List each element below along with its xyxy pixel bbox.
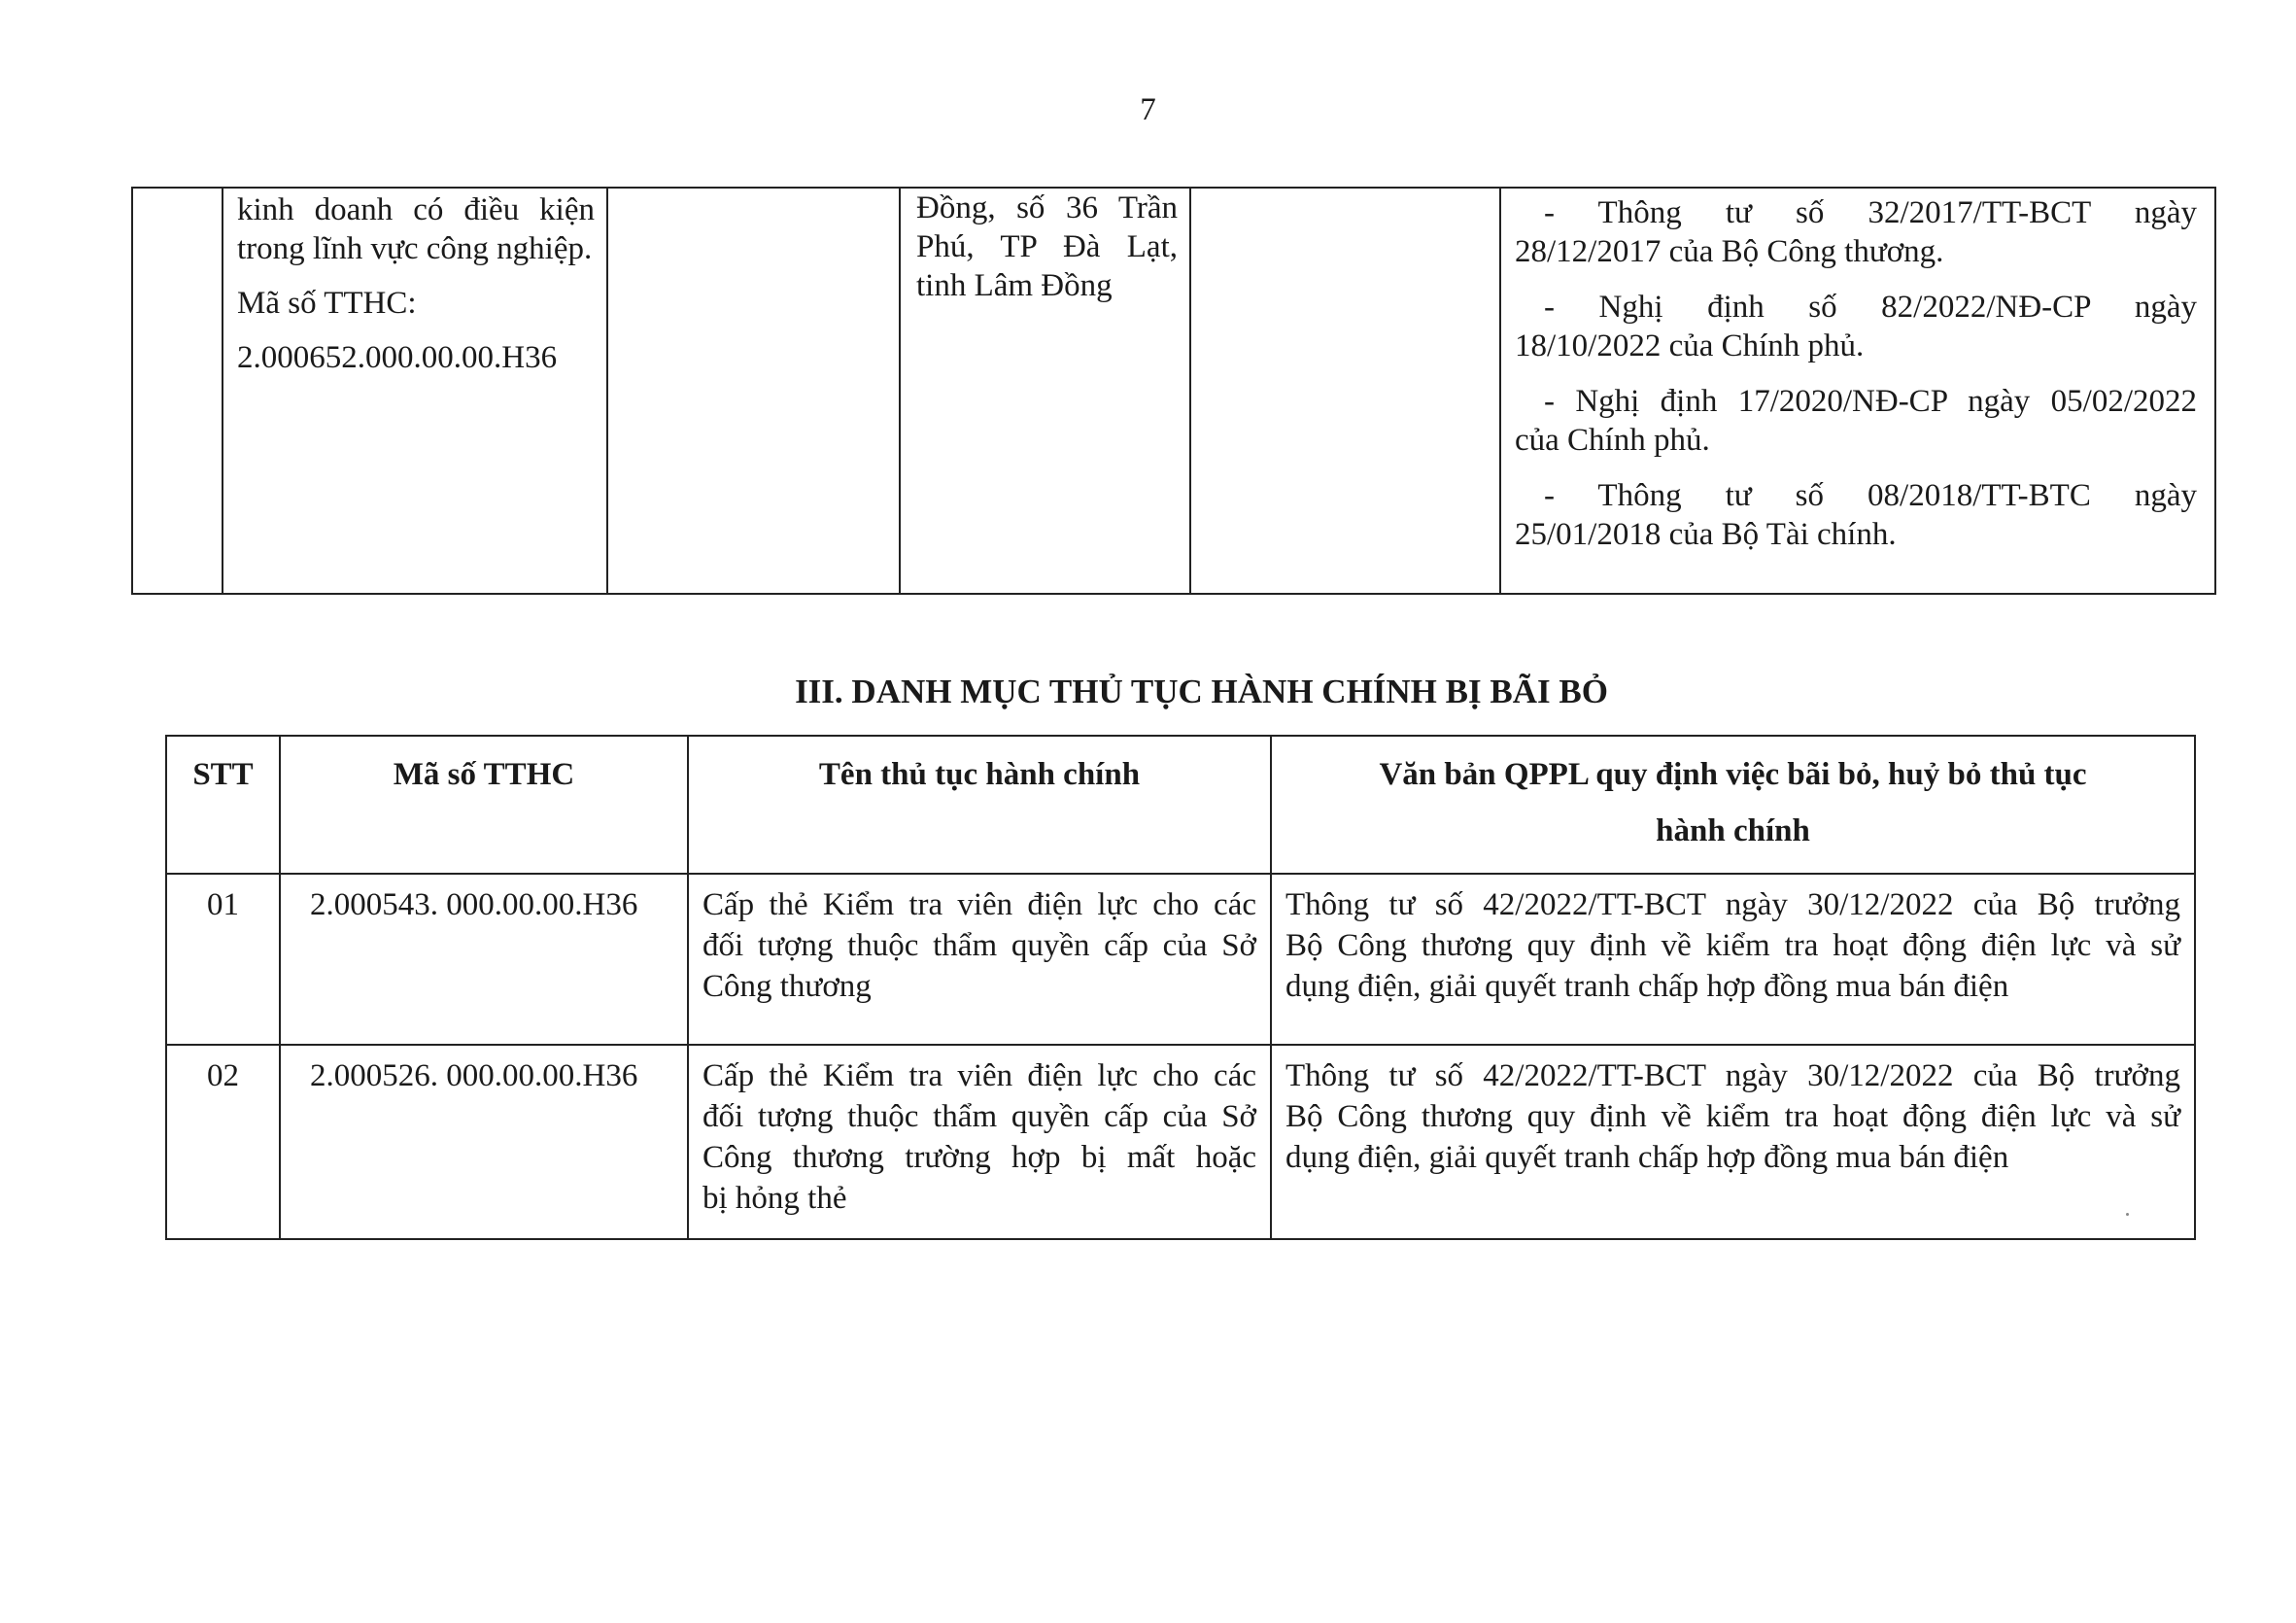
procedure-line: trong lĩnh vực công nghiệp.	[237, 231, 593, 266]
legal-line: dụng điện, giải quyết tranh chấp hợp đồng mua bán điện	[1285, 1140, 2009, 1175]
legal-ref-line: - Thông tư số 08/2018/TT-BTC ngày	[1544, 478, 2197, 513]
legal-ref-line: - Nghị định số 82/2022/NĐ-CP ngày	[1544, 290, 2197, 325]
legal-ref-line: của Chính phủ.	[1515, 423, 1710, 458]
legal-ref-line: 18/10/2022 của Chính phủ.	[1515, 328, 1865, 363]
table-row	[166, 1045, 2195, 1239]
table-row	[166, 874, 2195, 1045]
row-legal	[1271, 1045, 2195, 1239]
address-cell	[900, 188, 1190, 594]
legal-line: Bộ Công thương quy định về kiểm tra hoạt động điện lực và sử	[1285, 1099, 2180, 1134]
header-row	[166, 736, 2195, 874]
header-legal-line: Văn bản QPPL quy định việc bãi bỏ, huỷ bỏ thủ tục	[1379, 757, 2087, 792]
header-name: Tên thủ tục hành chính	[688, 736, 1271, 874]
legal-ref-line: - Nghị định 17/2020/NĐ-CP ngày 05/02/2022	[1544, 384, 2197, 419]
row-code: 2.000543. 000.00.00.H36	[280, 874, 688, 1045]
empty-cell	[607, 188, 900, 594]
row-name	[688, 874, 1271, 1045]
address-line: Đồng, số 36 Trần	[916, 190, 1178, 225]
legal-ref-line: - Thông tư số 32/2017/TT-BCT ngày	[1544, 195, 2197, 230]
table-row	[132, 188, 2215, 594]
code-label: Mã số TTHC:	[237, 286, 417, 321]
row-code: 2.000526. 000.00.00.H36	[280, 1045, 688, 1239]
legal-line: Thông tư số 42/2022/TT-BCT ngày 30/12/2022 của Bộ trưởng	[1285, 887, 2180, 922]
name-line: bị hỏng thẻ	[703, 1181, 847, 1216]
legal-line: Thông tư số 42/2022/TT-BCT ngày 30/12/2022 của Bộ trưởng	[1285, 1058, 2180, 1093]
address-line: Phú, TP Đà Lạt,	[916, 229, 1178, 264]
name-line: đối tượng thuộc thẩm quyền cấp của Sở	[703, 928, 1256, 963]
header-legal	[1271, 736, 2195, 874]
legal-line: Bộ Công thương quy định về kiểm tra hoạt động điện lực và sử	[1285, 928, 2180, 963]
page-number: 7	[1140, 92, 1156, 127]
name-line: đối tượng thuộc thẩm quyền cấp của Sở	[703, 1099, 1256, 1134]
name-line: Công thương trường hợp bị mất hoặc	[703, 1140, 1256, 1175]
legal-ref-line: 25/01/2018 của Bộ Tài chính.	[1515, 517, 1897, 552]
stt-cell	[132, 188, 223, 594]
scan-speck	[2126, 1213, 2129, 1216]
row-stt: 01	[166, 874, 280, 1045]
legal-ref	[1515, 193, 2197, 271]
code-value: 2.000652.000.00.00.H36	[237, 340, 558, 375]
procedure-cell	[223, 188, 607, 594]
address-line: tinh Lâm Đồng	[916, 268, 1113, 303]
name-line: Cấp thẻ Kiểm tra viên điện lực cho các	[703, 887, 1256, 922]
abolished-procedures-table	[165, 735, 2196, 1240]
procedure-line: kinh doanh có điều kiện	[237, 192, 595, 227]
header-code: Mã số TTHC	[280, 736, 688, 874]
name-line: Cấp thẻ Kiểm tra viên điện lực cho các	[703, 1058, 1256, 1093]
name-line: Công thương	[703, 969, 872, 1004]
empty-cell	[1190, 188, 1500, 594]
legal-ref-line: 28/12/2017 của Bộ Công thương.	[1515, 234, 1944, 269]
row-name	[688, 1045, 1271, 1239]
continuation-table	[131, 187, 2216, 595]
legal-ref	[1515, 476, 2197, 554]
legal-basis-cell	[1500, 188, 2215, 594]
legal-ref	[1515, 288, 2197, 365]
row-stt: 02	[166, 1045, 280, 1239]
header-legal-line: hành chính	[1656, 813, 1810, 848]
row-legal	[1271, 874, 2195, 1045]
section-title: III. DANH MỤC THỦ TỤC HÀNH CHÍNH BỊ BÃI BỎ	[795, 673, 1608, 710]
legal-line: dụng điện, giải quyết tranh chấp hợp đồng mua bán điện	[1285, 969, 2009, 1004]
legal-ref	[1515, 382, 2197, 460]
header-stt: STT	[166, 736, 280, 874]
